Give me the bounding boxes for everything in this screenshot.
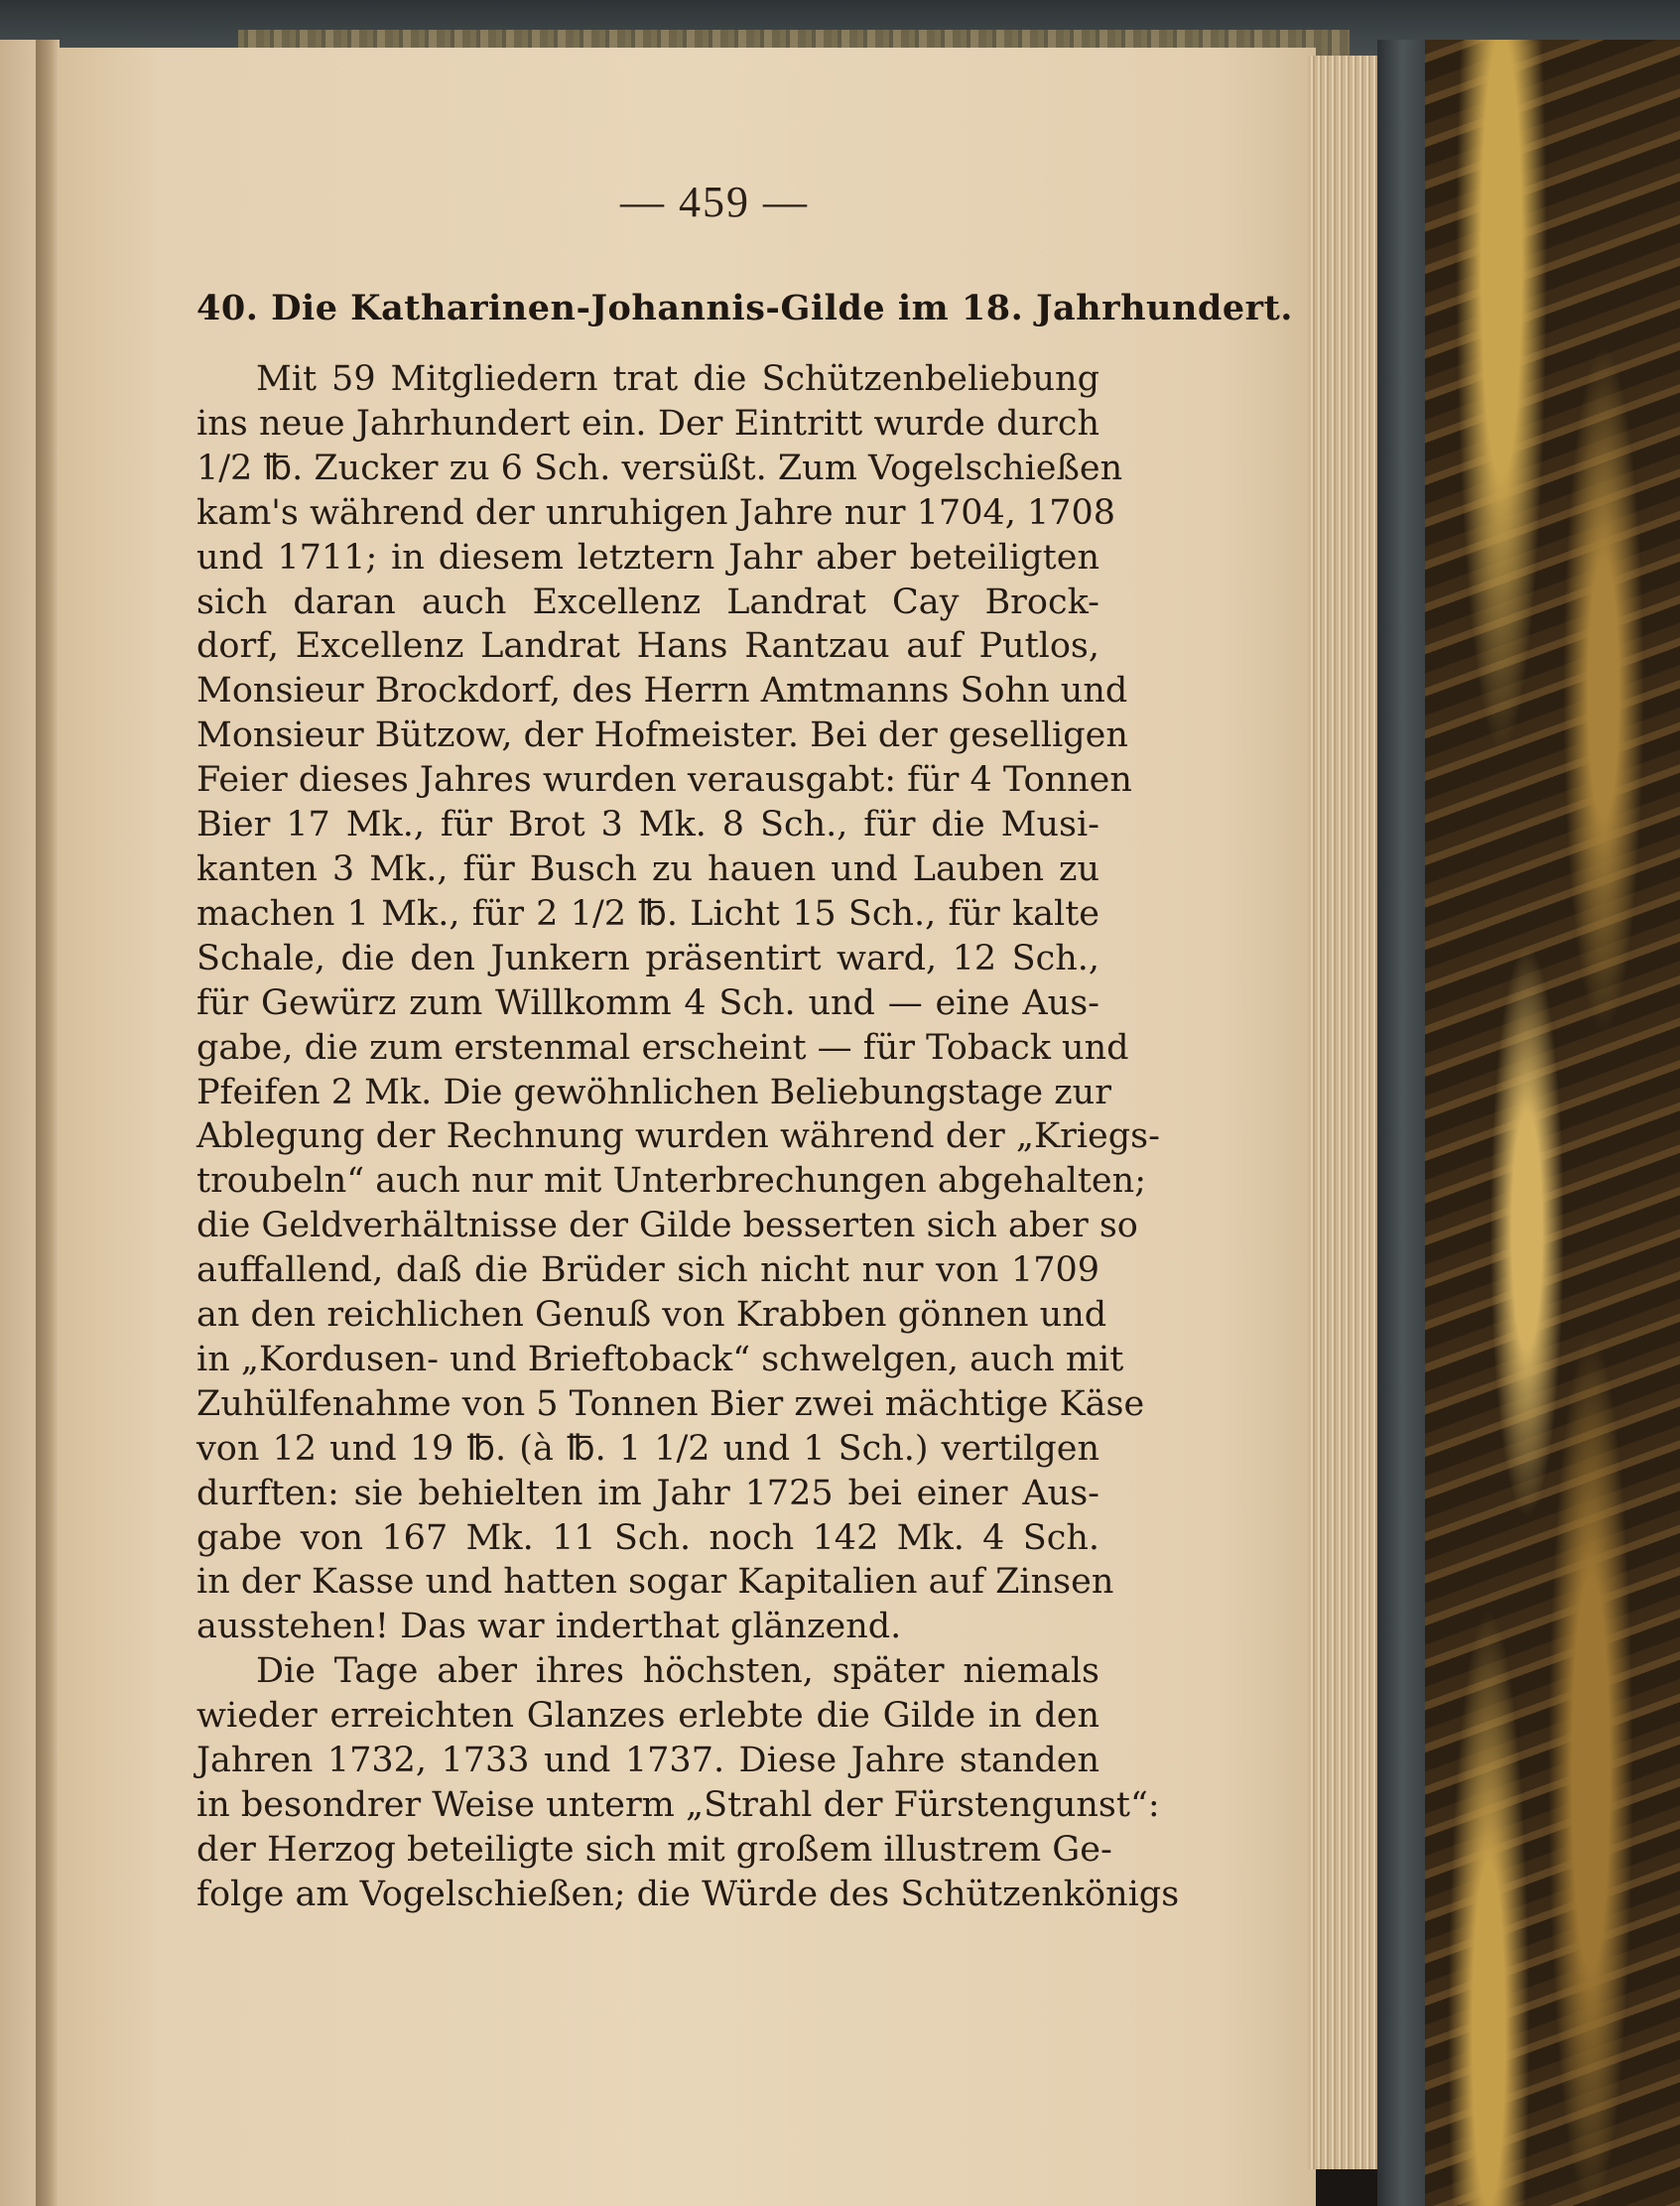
text-line: kanten 3 Mk., für Busch zu hauen und Lauben zu (196, 848, 1099, 889)
page-number: — 459 — (620, 178, 809, 226)
text-line: und 1711; in diesem letztern Jahr aber beteiligten (196, 537, 1099, 578)
marbled-cover (1425, 40, 1680, 2206)
text-line: Monsieur Bützow, der Hofmeister. Bei der geselligen (196, 715, 1128, 756)
text-line: in der Kasse und hatten sogar Kapitalien auf Zinsen (196, 1562, 1114, 1603)
left-page-edge (0, 40, 40, 2206)
text-line: machen 1 Mk., für 2 1/2 ℔. Licht 15 Sch., für kalte (196, 893, 1099, 934)
text-line: folge am Vogelschießen; die Würde des Schützenkönigs (196, 1874, 1180, 1914)
text-line: dorf, Excellenz Landrat Hans Rantzau auf Putlos, (196, 626, 1099, 667)
text-line: an den reichlichen Genuß von Krabben gönnen und (196, 1295, 1107, 1336)
text-line: in „Kordusen- und Brieftoback“ schwelgen, auch mit (196, 1339, 1124, 1379)
text-line: Ablegung der Rechnung wurden während der „Kriegs- (196, 1116, 1160, 1157)
text-line: sich daran auch Excellenz Landrat Cay Brock- (196, 582, 1099, 622)
text-line: gabe, die zum erstenmal erscheint — für Toback und (196, 1027, 1129, 1068)
text-line: in besondrer Weise unterm „Strahl der Fürstengunst“: (196, 1785, 1160, 1825)
paragraph-1 (196, 357, 1160, 1649)
body-text (196, 357, 1180, 1917)
text-line: die Geldverhältnisse der Gilde besserten sich aber so (196, 1206, 1138, 1246)
book-cover-spine (1377, 40, 1427, 2206)
text-line: von 12 und 19 ℔. (à ℔. 1 1/2 und 1 Sch.) vertilgen (196, 1428, 1099, 1469)
text-line: gabe von 167 Mk. 11 Sch. noch 142 Mk. 4 Sch. (196, 1517, 1099, 1558)
text-line: Schale, die den Junkern präsentirt ward, 12 Sch., (196, 938, 1099, 978)
text-line: Mit 59 Mitgliedern trat die Schützenbeliebung (256, 359, 1099, 399)
text-line: für Gewürz zum Willkomm 4 Sch. und — eine Aus- (196, 982, 1099, 1023)
text-line: Zuhülfenahme von 5 Tonnen Bier zwei mächtige Käse (196, 1383, 1145, 1424)
text-line: Bier 17 Mk., für Brot 3 Mk. 8 Sch., für die Musi- (196, 805, 1099, 845)
text-line: auffallend, daß die Brüder sich nicht nur von 1709 (196, 1250, 1099, 1291)
text-line: ausstehen! Das war inderthat glänzend. (196, 1607, 902, 1647)
text-line: kam's während der unruhigen Jahre nur 1704, 1708 (196, 492, 1116, 533)
page-stack-edges (1308, 56, 1379, 2169)
text-line: Pfeifen 2 Mk. Die gewöhnlichen Beliebungstage zur (196, 1072, 1111, 1112)
text-line: troubeln“ auch nur mit Unterbrechungen abgehalten; (196, 1161, 1146, 1202)
text-line: der Herzog beteiligte sich mit großem illustrem Ge- (196, 1829, 1112, 1870)
text-line: 1/2 ℔. Zucker zu 6 Sch. versüßt. Zum Vogelschießen (196, 448, 1123, 488)
book-gutter (36, 40, 60, 2206)
text-line: ins neue Jahrhundert ein. Der Eintritt wurde durch (196, 403, 1099, 444)
text-line: Feier dieses Jahres wurden verausgabt: für 4 Tonnen (196, 760, 1132, 801)
text-line: durften: sie behielten im Jahr 1725 bei einer Aus- (196, 1473, 1099, 1513)
text-line: Monsieur Brockdorf, des Herrn Amtmanns Sohn und (196, 671, 1128, 712)
section-heading: 40. Die Katharinen-Johannis-Gilde im 18. Jahrhundert. (196, 288, 1293, 328)
text-line: Die Tage aber ihres höchsten, später niemals (256, 1651, 1099, 1692)
text-line: wieder erreichten Glanzes erlebte die Gilde in den (196, 1696, 1099, 1737)
text-line: Jahren 1732, 1733 und 1737. Diese Jahre standen (196, 1741, 1099, 1781)
paragraph-2 (196, 1649, 1180, 1916)
